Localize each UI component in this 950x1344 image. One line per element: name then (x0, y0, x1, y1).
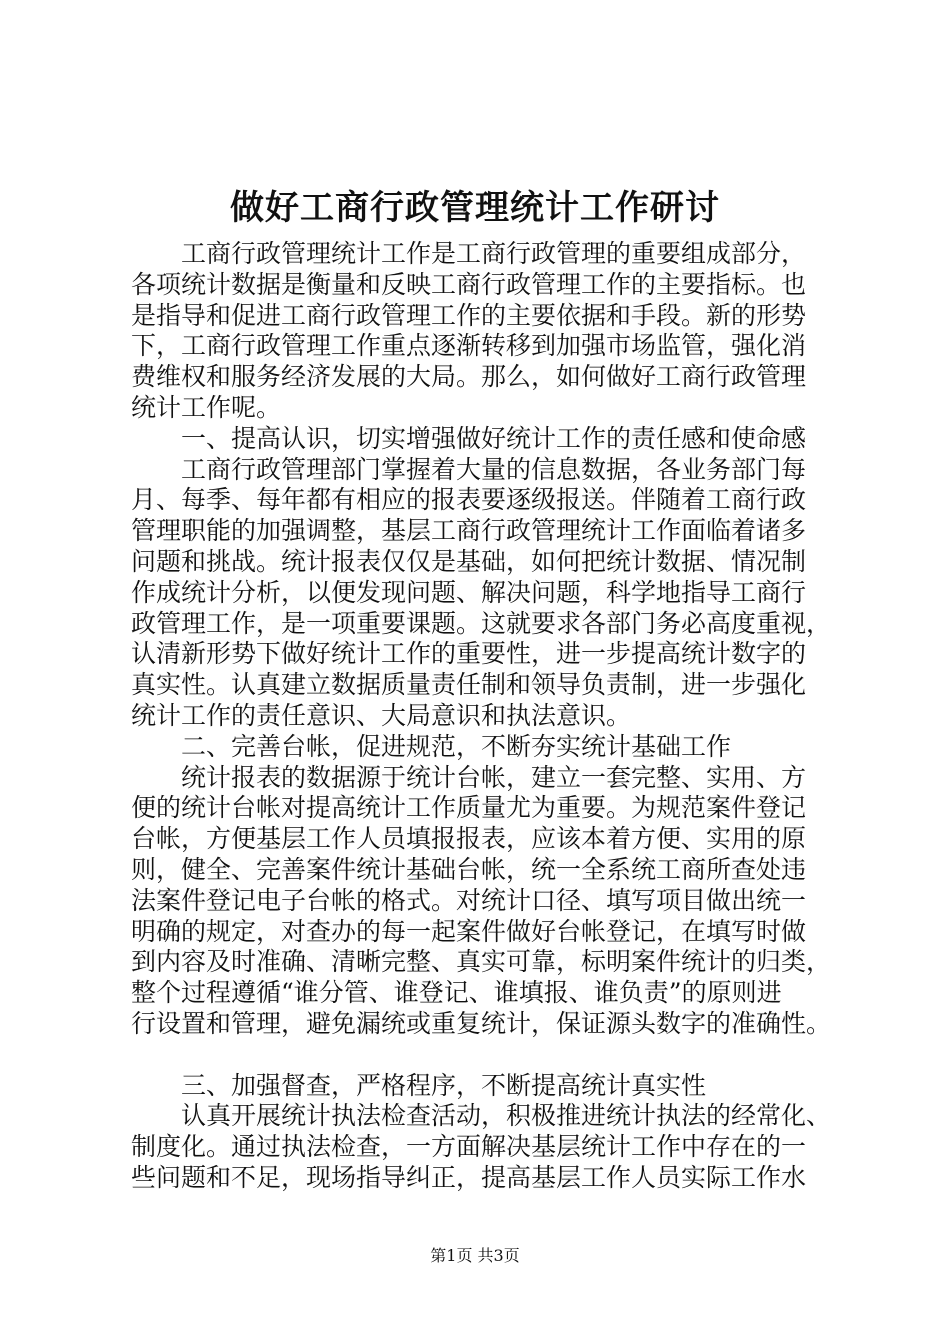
text-line: 制度化。通过执法检查，一方面解决基层统计工作中存在的一 (131, 1132, 807, 1162)
page-title: 做好工商行政管理统计工作研讨 (230, 188, 720, 228)
text-line: 真实性。认真建立数据质量责任制和领导负责制，进一步强化 (131, 670, 807, 700)
text-line: 则，健全、完善案件统计基础台帐，统一全系统工商所查处违 (131, 854, 807, 884)
text-line: 行设置和管理，避免漏统或重复统计，保证源头数字的准确性。 (131, 1008, 832, 1038)
text-line: 作成统计分析，以便发现问题、解决问题，科学地指导工商行 (131, 577, 807, 607)
text-line: 法案件登记电子台帐的格式。对统计口径、填写项目做出统一 (131, 885, 807, 915)
text-line: 问题和挑战。统计报表仅仅是基础，如何把统计数据、情况制 (131, 546, 807, 576)
document-body (131, 239, 831, 1194)
text-line: 便的统计台帐对提高统计工作质量尤为重要。为规范案件登记 (131, 793, 807, 823)
text-line: 费维权和服务经济发展的大局。那么，如何做好工商行政管理 (131, 362, 807, 392)
text-line: 到内容及时准确、清晰完整、真实可靠，标明案件统计的归类， (131, 947, 832, 977)
text-line: 认真开展统计执法检查活动，积极推进统计执法的经常化、 (131, 1101, 832, 1131)
text-line: 认清新形势下做好统计工作的重要性，进一步提高统计数字的 (131, 639, 807, 669)
text-line: 统计工作呢。 (131, 392, 282, 422)
text-line: 工商行政管理统计工作是工商行政管理的重要组成部分， (131, 239, 807, 268)
text-line: 各项统计数据是衡量和反映工商行政管理工作的主要指标。也 (131, 269, 807, 299)
blank-line (131, 1040, 831, 1071)
text-line: 统计报表的数据源于统计台帐，建立一套完整、实用、方 (131, 762, 807, 792)
page-footer: 第1页 共3页 (430, 1246, 520, 1265)
text-line: 台帐，方便基层工作人员填报报表，应该本着方便、实用的原 (131, 824, 807, 854)
text-line: 是指导和促进工商行政管理工作的主要依据和手段。新的形势 (131, 300, 807, 330)
text-line: 整个过程遵循“谁分管、谁登记、谁填报、谁负责”的原则进 (131, 978, 782, 1008)
text-line: 工商行政管理部门掌握着大量的信息数据，各业务部门每 (131, 454, 807, 484)
text-line: 二、完善台帐，促进规范，不断夯实统计基础工作 (131, 731, 732, 761)
text-line: 管理职能的加强调整，基层工商行政管理统计工作面临着诸多 (131, 516, 807, 546)
text-line: 明确的规定，对查办的每一起案件做好台帐登记，在填写时做 (131, 916, 807, 946)
text-line: 些问题和不足，现场指导纠正，提高基层工作人员实际工作水 (131, 1162, 807, 1192)
text-line: 政管理工作，是一项重要课题。这就要求各部门务必高度重视， (131, 608, 832, 638)
text-line: 三、加强督查，严格程序，不断提高统计真实性 (131, 1070, 707, 1100)
text-line: 月、每季、每年都有相应的报表要逐级报送。伴随着工商行政 (131, 485, 807, 515)
text-line: 一、提高认识，切实增强做好统计工作的责任感和使命感 (131, 423, 807, 453)
text-line: 统计工作的责任意识、大局意识和执法意识。 (131, 700, 632, 730)
text-line: 下，工商行政管理工作重点逐渐转移到加强市场监管，强化消 (131, 331, 807, 361)
